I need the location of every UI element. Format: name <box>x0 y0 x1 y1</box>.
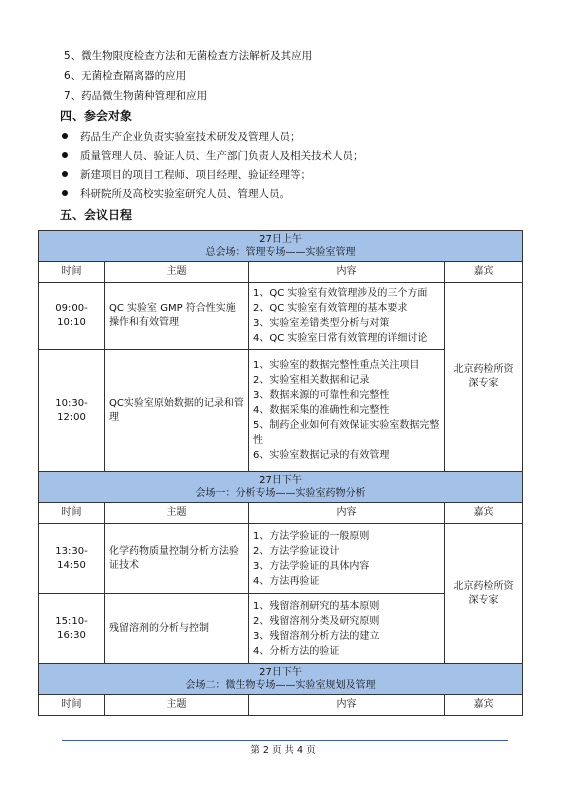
session-band <box>39 472 523 503</box>
content-item: 4、分析方法的验证 <box>253 645 340 657</box>
row-time: 10:30-12:00 <box>39 350 105 472</box>
bullet-dot-icon <box>62 152 68 158</box>
attendee-item: 质量管理人员、验证人员、生产部门负责人及相关技术人员； <box>62 149 364 163</box>
footer-divider <box>62 740 508 741</box>
header-guest: 嘉宾 <box>445 695 523 716</box>
row-topic: 残留溶剂的分析与控制 <box>105 594 249 664</box>
row-topic: 化学药物质量控制分析方法验证技术 <box>105 524 249 594</box>
content-item: 2、残留溶剂分类及研究原则 <box>253 615 380 627</box>
row-time: 15:10-16:30 <box>39 594 105 664</box>
bullet-dot-icon <box>62 171 68 177</box>
row-guest: 北京药检所资深专家 <box>445 283 523 472</box>
session-band-cell <box>39 472 523 503</box>
section-heading-schedule: 五、会议日程 <box>60 208 133 222</box>
attendee-item: 新建项目的项目工程师、项目经理、验证经理等； <box>62 168 311 182</box>
header-topic: 主题 <box>105 695 249 716</box>
bullet-dot-icon <box>62 133 68 139</box>
content-item: 3、残留溶剂分析方法的建立 <box>253 630 380 642</box>
header-guest: 嘉宾 <box>445 262 523 283</box>
header-content: 内容 <box>249 695 445 716</box>
session-day: 27日下午 <box>259 666 302 678</box>
content-item: 3、数据来源的可靠性和完整性 <box>253 390 390 401</box>
session-title: 会场二：微生物专场——实验室规划及管理 <box>185 680 376 691</box>
content-item: 1、实验室的数据完整性重点关注项目 <box>253 360 420 371</box>
row-topic: QC实验室原始数据的记录和管理 <box>105 350 249 472</box>
row-time: 09:00-10:10 <box>39 283 105 350</box>
session-title: 会场一：分析专场——实验室药物分析 <box>195 488 366 499</box>
header-topic: 主题 <box>105 503 249 524</box>
schedule-table <box>38 230 523 716</box>
row-content <box>249 594 445 664</box>
content-item: 3、实验室差错类型分析与对策 <box>253 318 390 329</box>
row-content <box>249 283 445 350</box>
header-time: 时间 <box>39 262 105 283</box>
session-band <box>39 231 523 262</box>
section-heading-attendees: 四、参会对象 <box>60 109 133 123</box>
content-item: 4、方法再验证 <box>253 575 320 587</box>
attendee-item: 科研院所及高校实验室研究人员、管理人员。 <box>62 187 290 201</box>
header-row <box>39 503 523 524</box>
header-topic: 主题 <box>105 262 249 283</box>
session-band-cell <box>39 664 523 695</box>
content-item: 2、方法学验证设计 <box>253 545 340 557</box>
session-title: 总会场：管理专场——实验室管理 <box>205 247 356 258</box>
content-item: 1、残留溶剂研究的基本原则 <box>253 600 380 612</box>
content-item: 2、实验室相关数据和记录 <box>253 375 370 386</box>
content-item: 1、QC 实验室有效管理涉及的三个方面 <box>253 288 428 299</box>
content-item: 4、QC 实验室日常有效管理的详细讨论 <box>253 333 428 344</box>
agenda-item-6: 6、无菌检查隔离器的应用 <box>64 70 187 82</box>
content-item: 5、制药企业如何有效保证实验室数据完整性 <box>253 420 440 446</box>
session-band <box>39 664 523 695</box>
content-item: 2、QC 实验室有效管理的基本要求 <box>253 303 408 314</box>
agenda-item-5: 5、微生物限度检查方法和无菌检查方法解析及其应用 <box>64 50 313 62</box>
table-row <box>39 283 523 350</box>
row-guest: 北京药检所资深专家 <box>445 524 523 664</box>
session-band-cell <box>39 231 523 262</box>
content-item: 3、方法学验证的具体内容 <box>253 560 370 572</box>
content-item: 1、方法学验证的一般原则 <box>253 530 370 542</box>
attendee-item: 药品生产企业负责实验室技术研发及管理人员； <box>62 130 301 144</box>
header-time: 时间 <box>39 503 105 524</box>
row-content <box>249 350 445 472</box>
header-time: 时间 <box>39 695 105 716</box>
table-row <box>39 524 523 594</box>
content-item: 6、实验室数据记录的有效管理 <box>253 450 390 461</box>
row-time: 13:30-14:50 <box>39 524 105 594</box>
bullet-dot-icon <box>62 190 68 196</box>
session-day: 27日下午 <box>259 474 302 486</box>
header-row <box>39 695 523 716</box>
header-content: 内容 <box>249 262 445 283</box>
session-day: 27日上午 <box>259 233 302 245</box>
header-guest: 嘉宾 <box>445 503 523 524</box>
row-topic: QC 实验室 GMP 符合性实施操作和有效管理 <box>105 283 249 350</box>
header-row <box>39 262 523 283</box>
content-item: 4、数据采集的准确性和完整性 <box>253 405 390 416</box>
header-content: 内容 <box>249 503 445 524</box>
agenda-item-7: 7、药品微生物菌种管理和应用 <box>64 90 208 102</box>
page-number: 第 2 页 共 4 页 <box>250 745 316 756</box>
row-content <box>249 524 445 594</box>
